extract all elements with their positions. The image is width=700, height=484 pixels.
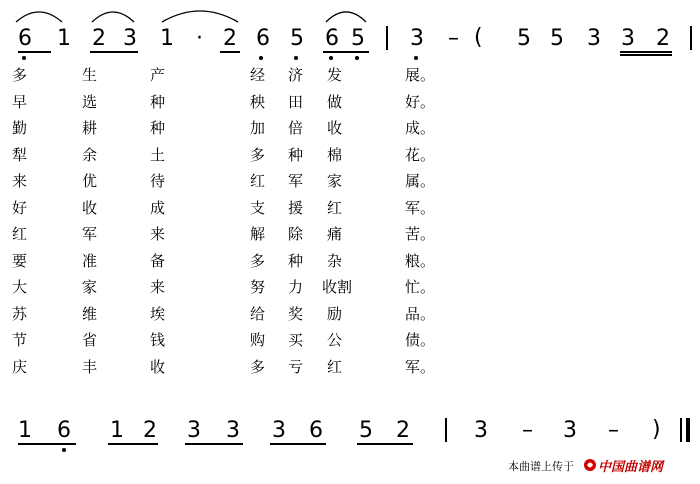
note: 6	[325, 26, 339, 51]
lyric-char: 余	[82, 145, 98, 164]
lyric-char: 红	[250, 172, 266, 190]
lyric-char: 红	[327, 357, 343, 376]
note: 2	[396, 418, 410, 443]
note-dot: ·	[196, 26, 203, 51]
lyric-char: 粮。	[405, 251, 436, 270]
lyric-char: 来	[12, 172, 28, 190]
lyric-char: 经	[250, 66, 266, 84]
note: 2	[223, 26, 237, 51]
dash: –	[448, 26, 459, 51]
lyric-char: 成	[150, 198, 166, 217]
beam-underline	[18, 443, 76, 445]
note: 1	[110, 418, 124, 443]
octave-dot	[259, 56, 263, 60]
lyric-char: 加	[250, 119, 266, 137]
beam-underline	[357, 443, 413, 445]
barline	[445, 418, 447, 442]
octave-dot	[355, 56, 359, 60]
note: 3	[226, 418, 240, 443]
lyric-char: 种	[150, 119, 166, 137]
lyric-char: 多	[12, 66, 28, 84]
lyric-char: 优	[82, 172, 98, 190]
final-barline-thin	[680, 418, 682, 442]
note: 3	[621, 26, 635, 51]
lyric-char: 田	[288, 92, 304, 111]
lyric-char: 军。	[405, 198, 436, 217]
beam-underline	[620, 51, 672, 53]
beam-underline	[323, 51, 369, 53]
site-logo-icon	[583, 458, 597, 472]
lyric-char: 收	[82, 198, 98, 217]
lyric-char: 军。	[405, 357, 436, 376]
lyric-char: 生	[82, 66, 98, 84]
octave-dot	[294, 56, 298, 60]
lyric-char: 做	[327, 92, 343, 111]
lyric-char: 多	[250, 357, 266, 376]
note: 2	[92, 26, 106, 51]
lyric-char: 埃	[150, 304, 166, 323]
note: 1	[57, 26, 71, 51]
lyric-char: 收割	[322, 278, 353, 296]
lyric-char: 准	[82, 251, 98, 270]
lyric-char: 痛	[327, 225, 343, 243]
lyric-char: 属。	[405, 172, 436, 190]
lyric-char: 展。	[405, 66, 436, 84]
note: 5	[359, 418, 373, 443]
paren-close: )	[652, 417, 661, 442]
lyric-char: 购	[250, 331, 266, 349]
lyric-char: 红	[12, 225, 28, 243]
lyric-char: 犁	[12, 145, 28, 164]
beam-underline	[185, 443, 243, 445]
lyric-char: 杂	[327, 251, 343, 270]
octave-dot	[329, 56, 333, 60]
note: 3	[272, 418, 286, 443]
lyric-char: 济	[288, 66, 304, 84]
barline	[386, 26, 388, 50]
lyric-char: 援	[288, 198, 304, 217]
lyric-char: 给	[250, 304, 266, 323]
lyric-char: 省	[82, 331, 98, 349]
lyric-char: 公	[327, 331, 343, 349]
dash: –	[608, 418, 619, 443]
lyric-char: 备	[150, 251, 166, 270]
lyric-char: 多	[250, 251, 266, 270]
lyric-char: 花。	[405, 145, 436, 164]
lyric-char: 产	[150, 66, 166, 84]
note: 2	[656, 26, 670, 51]
lyric-char: 倍	[288, 119, 304, 137]
lyric-char: 种	[288, 251, 304, 270]
octave-dot	[414, 56, 418, 60]
lyric-char: 大	[12, 278, 28, 296]
lyric-char: 种	[150, 92, 166, 111]
lyric-char: 军	[82, 225, 98, 243]
lyric-char: 来	[150, 225, 166, 243]
upload-notice: 本曲谱上传于	[508, 460, 574, 473]
lyric-char: 奖	[288, 304, 304, 323]
lyric-char: 军	[288, 172, 304, 190]
beam-underline	[270, 443, 326, 445]
lyric-char: 选	[82, 92, 98, 111]
lyric-char: 种	[288, 145, 304, 164]
lyric-char: 收	[150, 357, 166, 376]
lyric-char: 除	[288, 225, 304, 243]
note: 3	[474, 418, 488, 443]
lyric-char: 多	[250, 145, 266, 164]
lyric-char: 钱	[150, 331, 166, 349]
slur-4	[324, 6, 368, 24]
lyric-char: 节	[12, 331, 28, 349]
note: 5	[550, 26, 564, 51]
lyric-char: 待	[150, 172, 166, 190]
lyric-char: 励	[327, 304, 343, 323]
final-barline-thick	[686, 418, 690, 442]
octave-dot	[22, 56, 26, 60]
note: 3	[563, 418, 577, 443]
note: 3	[410, 26, 424, 51]
note: 3	[123, 26, 137, 51]
lyric-char: 勤	[12, 119, 28, 137]
lyric-char: 努	[250, 278, 266, 296]
lyric-char: 苏	[12, 304, 28, 323]
lyric-char: 家	[327, 172, 343, 190]
paren-open: (	[474, 25, 483, 50]
slur-1	[14, 6, 64, 24]
beam-underline	[90, 51, 138, 53]
lyric-char: 早	[12, 92, 28, 111]
lyric-char: 庆	[12, 357, 28, 376]
barline	[690, 26, 692, 50]
note: 5	[351, 26, 365, 51]
lyric-char: 来	[150, 278, 166, 296]
note: 1	[18, 418, 32, 443]
octave-dot	[62, 448, 66, 452]
lyric-char: 土	[150, 145, 166, 164]
lyric-char: 亏	[288, 357, 304, 376]
dash: –	[522, 418, 533, 443]
lyric-char: 红	[327, 198, 343, 217]
lyric-char: 棉	[327, 145, 343, 164]
lyric-char: 秧	[250, 92, 266, 111]
lyric-char: 债。	[405, 331, 436, 349]
lyric-char: 收	[327, 119, 343, 137]
lyric-char: 丰	[82, 357, 98, 376]
note: 6	[57, 418, 71, 443]
lyric-char: 好。	[405, 92, 436, 111]
beam-underline	[620, 54, 672, 56]
lyric-char: 成。	[405, 119, 436, 137]
slur-2	[90, 6, 136, 24]
lyric-char: 忙。	[405, 278, 436, 296]
beam-underline	[18, 51, 51, 53]
lyric-char: 维	[82, 304, 98, 323]
lyric-char: 家	[82, 278, 98, 296]
lyric-char: 好	[12, 198, 28, 217]
lyric-char: 发	[327, 66, 343, 84]
lyric-char: 解	[250, 225, 266, 243]
lyric-char: 买	[288, 331, 304, 349]
note: 5	[290, 26, 304, 51]
note: 6	[18, 26, 32, 51]
beam-underline	[108, 443, 158, 445]
lyric-char: 苦。	[405, 225, 436, 243]
lyric-char: 支	[250, 198, 266, 217]
note: 6	[256, 26, 270, 51]
site-brand[interactable]: 中国曲谱网	[598, 460, 664, 475]
note: 5	[517, 26, 531, 51]
lyric-char: 品。	[405, 304, 436, 323]
beam-underline	[220, 51, 240, 53]
note: 6	[309, 418, 323, 443]
note: 1	[160, 26, 174, 51]
slur-3	[160, 6, 240, 24]
note: 2	[143, 418, 157, 443]
lyric-char: 耕	[82, 119, 98, 137]
note: 3	[187, 418, 201, 443]
lyric-char: 要	[12, 251, 28, 270]
lyric-char: 力	[288, 278, 304, 296]
note: 3	[587, 26, 601, 51]
